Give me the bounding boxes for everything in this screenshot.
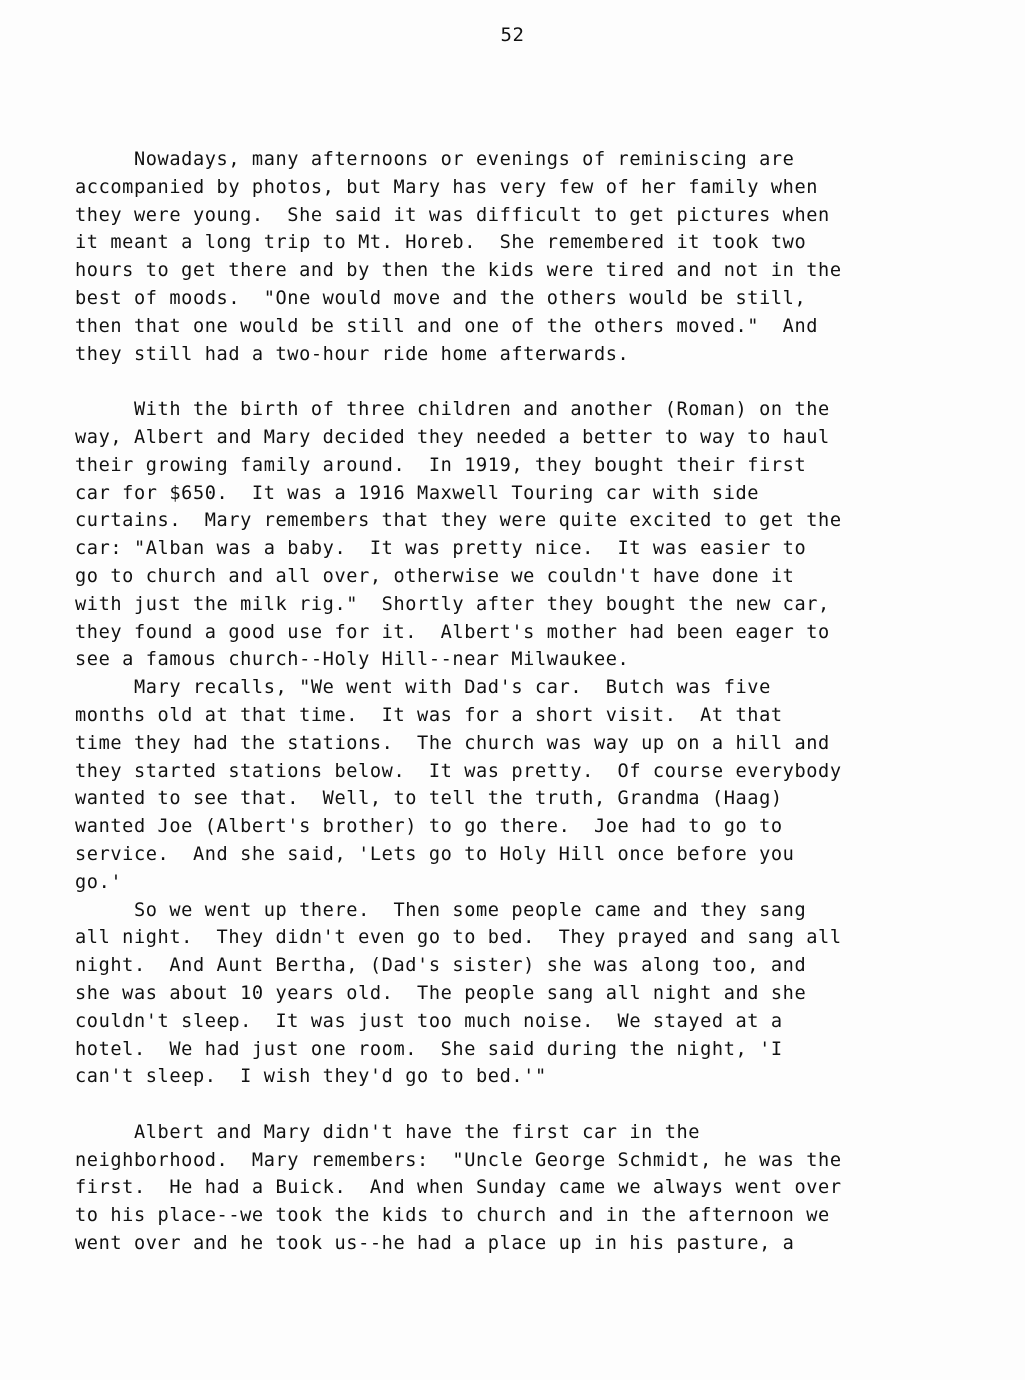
text-line: way, Albert and Mary decided they needed a better to way to haul [75, 426, 830, 448]
text-line: she was about 10 years old. The people sang all night and she [75, 982, 807, 1004]
text-line: night. And Aunt Bertha, (Dad's sister) she was along too, and [75, 955, 807, 977]
text-line: With the birth of three children and another (Roman) on the [75, 399, 830, 421]
text-line: best of moods. "One would move and the others would be still, [75, 287, 807, 309]
text-line: wanted to see that. Well, to tell the truth, Grandma (Haag) [75, 788, 783, 810]
text-line: they still had a two-hour ride home afterwards. [75, 343, 630, 365]
text-line: hotel. We had just one room. She said during the night, 'I [75, 1038, 783, 1060]
text-line: all night. They didn't even go to bed. They prayed and sang all [75, 927, 842, 949]
text-line: they started stations below. It was pretty. Of course everybody [75, 760, 842, 782]
text-line: Mary recalls, "We went with Dad's car. Butch was five [75, 677, 771, 699]
paragraph-neighborhood [75, 1119, 975, 1258]
text-line: they were young. She said it was difficult to get pictures when [75, 204, 830, 226]
text-line: hours to get there and by then the kids were tired and not in the [75, 260, 842, 282]
paragraph-gap [75, 368, 975, 396]
text-line: go.' [75, 871, 123, 893]
text-line: Nowadays, many afternoons or evenings of reminiscing are [75, 149, 795, 170]
paragraph-first-car [75, 396, 975, 1091]
text-line: see a famous church--Holy Hill--near Milwaukee. [75, 649, 630, 671]
text-line: months old at that time. It was for a short visit. At that [75, 704, 783, 726]
paragraph-photos [75, 146, 975, 368]
text-line: to his place--we took the kids to church and in the afternoon we [75, 1205, 830, 1227]
text-line: So we went up there. Then some people came and they sang [75, 899, 807, 921]
text-line: it meant a long trip to Mt. Horeb. She remembered it took two [75, 232, 807, 254]
text-line: Albert and Mary didn't have the first car in the [75, 1121, 701, 1143]
text-line: with just the milk rig." Shortly after they bought the new car, [75, 593, 830, 615]
body-text [75, 146, 975, 1258]
text-line: go to church and all over, otherwise we couldn't have done it [75, 565, 795, 587]
text-line: their growing family around. In 1919, they bought their first [75, 454, 807, 476]
text-line: service. And she said, 'Lets go to Holy Hill once before you [75, 843, 795, 865]
text-line: neighborhood. Mary remembers: "Uncle George Schmidt, he was the [75, 1149, 842, 1171]
text-line: time they had the stations. The church was way up on a hill and [75, 732, 830, 754]
text-line: then that one would be still and one of the others moved." And [75, 315, 819, 337]
page-number: 52 [500, 24, 525, 46]
text-line: curtains. Mary remembers that they were quite excited to get the [75, 510, 842, 532]
text-line: car for $650. It was a 1916 Maxwell Touring car with side [75, 482, 760, 504]
text-line: can't sleep. I wish they'd go to bed.'" [75, 1066, 547, 1088]
text-line: car: "Alban was a baby. It was pretty nice. It was easier to [75, 538, 807, 560]
paragraph-gap [75, 1091, 975, 1119]
text-line: couldn't sleep. It was just too much noise. We stayed at a [75, 1010, 783, 1032]
text-line: they found a good use for it. Albert's mother had been eager to [75, 621, 830, 643]
text-line: accompanied by photos, but Mary has very few of her family when [75, 176, 819, 198]
text-line: wanted Joe (Albert's brother) to go there. Joe had to go to [75, 816, 783, 838]
text-line: first. He had a Buick. And when Sunday came we always went over [75, 1177, 842, 1199]
text-line: went over and he took us--he had a place up in his pasture, a [75, 1233, 795, 1255]
